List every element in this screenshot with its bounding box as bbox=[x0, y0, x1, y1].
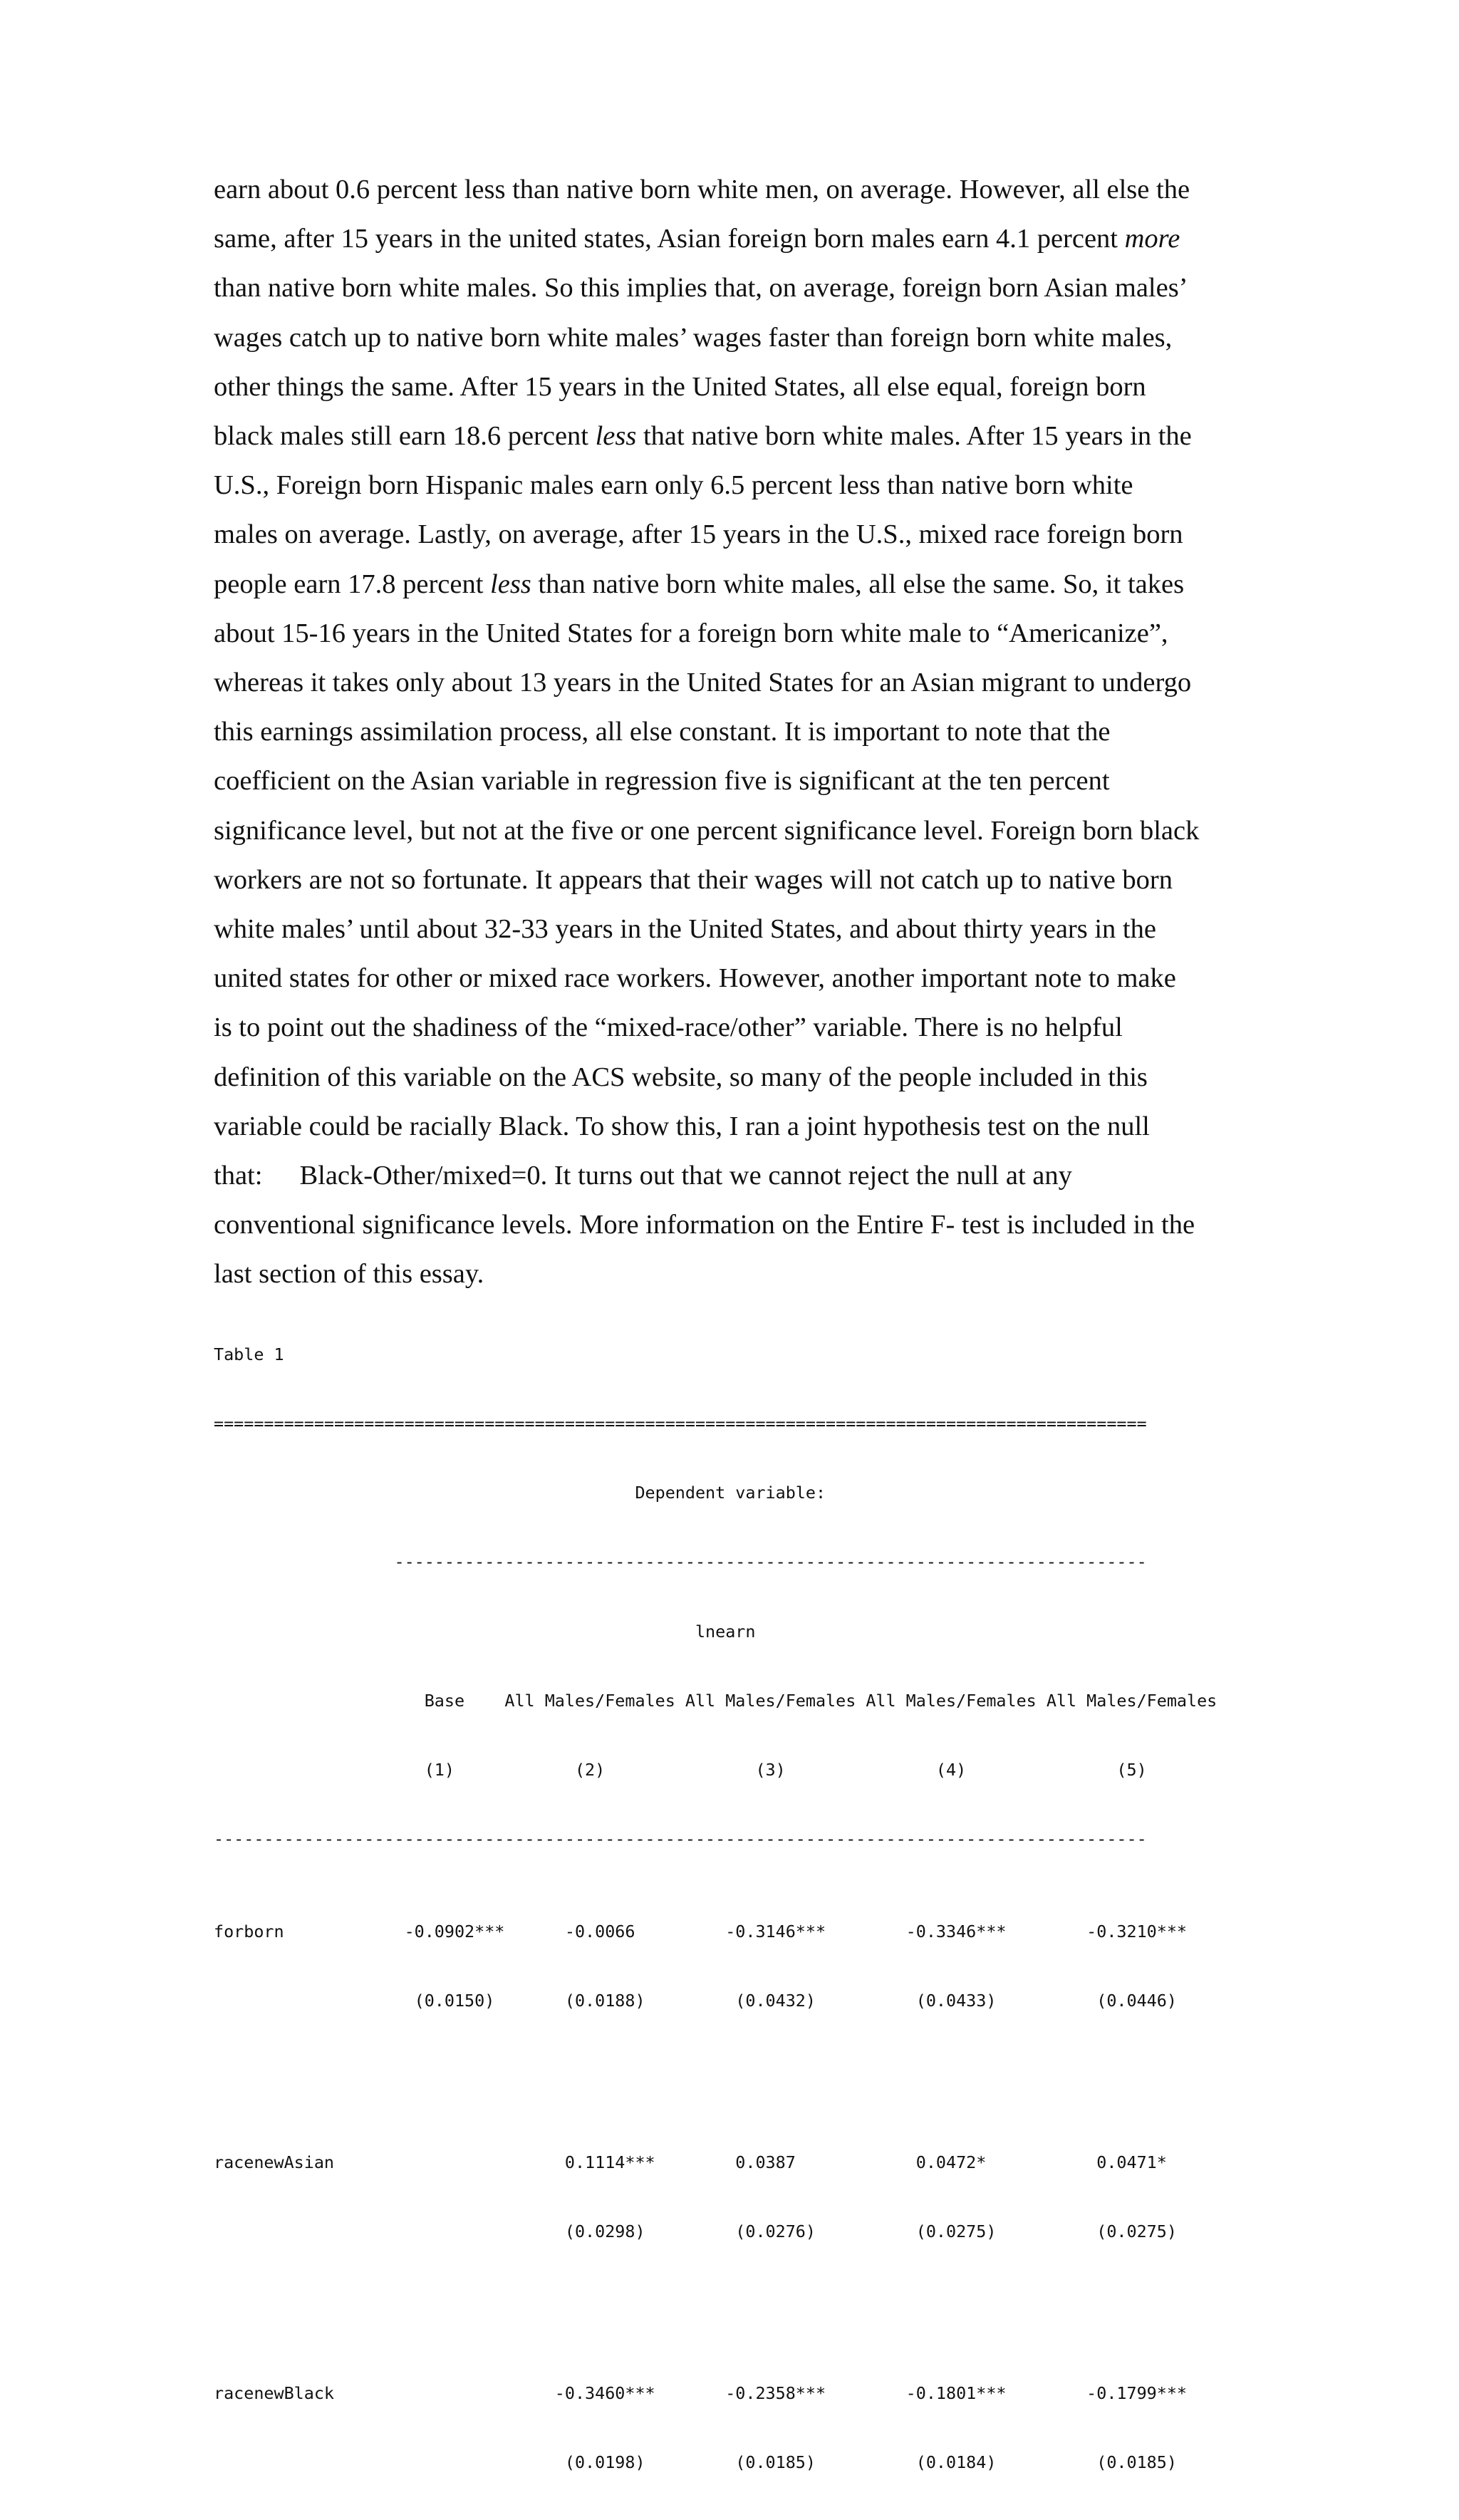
table-row-spacer bbox=[214, 2289, 1247, 2312]
text-line: workers are not so fortunate. It appears that their wages will not catch up to native born bbox=[214, 864, 1173, 895]
table-row-coefficients: racenewBlack -0.3460*** -0.2358*** -0.1801*** -0.1799*** bbox=[214, 2382, 1187, 2403]
text-line bbox=[214, 214, 1247, 264]
text-run: Black-Other/mixed=0. It turns out that we cannot reject the null at any bbox=[299, 1161, 1072, 1191]
text-line: is to point out the shadiness of the “mixed-race/other” variable. There is no helpful bbox=[214, 1012, 1123, 1043]
text-line: whereas it takes only about 13 years in the United States for an Asian migrant to undergo bbox=[214, 668, 1192, 698]
text-line: earn about 0.6 percent less than native born white men, on average. However, all else the bbox=[214, 175, 1190, 204]
text-line: this earnings assimilation process, all else constant. It is important to note that the bbox=[214, 717, 1111, 747]
table-row-coefficients: racenewAsian 0.1114*** 0.0387 0.0472* 0.0471* bbox=[214, 2152, 1167, 2172]
emphasis-text: less bbox=[595, 421, 637, 452]
dependent-variable-name: lnearn bbox=[214, 1621, 1147, 1642]
text-run: that native born white males. After 15 years in the bbox=[636, 421, 1192, 452]
table-row-spacer bbox=[214, 2058, 1247, 2081]
text-run: than native born white males, all else the same. So, it takes bbox=[531, 569, 1185, 599]
emphasis-text: less bbox=[490, 569, 531, 599]
text-line: about 15-16 years in the United States for a foreign born white male to “Americanize”, bbox=[214, 618, 1168, 648]
text-line: conventional significance levels. More information on the Entire F- test is included in the bbox=[214, 1210, 1195, 1240]
table-caption: Table 1 bbox=[214, 1344, 284, 1364]
column-numbers: (1) (2) (3) (4) (5) bbox=[214, 1760, 1147, 1780]
table-rule-single: --------------------------------------------------------------------------------------------- bbox=[214, 1829, 1147, 1850]
text-line: united states for other or mixed race workers. However, another important note to make bbox=[214, 963, 1176, 994]
table-row-standard-errors: (0.0298) (0.0276) (0.0275) (0.0275) bbox=[214, 2221, 1177, 2242]
text-line bbox=[214, 560, 1247, 609]
table-rule-double: ============================================================================================= bbox=[214, 1414, 1147, 1434]
text-line: significance level, but not at the five or one percent significance level. Foreign born black bbox=[214, 815, 1200, 846]
text-line: last section of this essay. bbox=[214, 1259, 484, 1290]
text-line: males on average. Lastly, on average, after 15 years in the U.S., mixed race foreign born bbox=[214, 519, 1183, 550]
text-line: coefficient on the Asian variable in regression five is significant at the ten percent bbox=[214, 766, 1110, 797]
body-paragraph bbox=[214, 165, 1247, 1300]
text-line: U.S., Foreign born Hispanic males earn only 6.5 percent less than native born white bbox=[214, 470, 1133, 501]
table-rule-partial: --------------------------------------------------------------------------- bbox=[214, 1552, 1147, 1572]
text-line: definition of this variable on the ACS website, so many of the people included in this bbox=[214, 1062, 1148, 1092]
text-run: people earn 17.8 percent bbox=[214, 569, 491, 599]
text-line bbox=[214, 412, 1247, 461]
text-run: black males still earn 18.6 percent bbox=[214, 421, 596, 452]
document-page bbox=[214, 165, 1247, 2473]
text-line bbox=[214, 1151, 1247, 1201]
text-line: white males’ until about 32-33 years in the United States, and about thirty years in the bbox=[214, 914, 1156, 945]
dependent-variable-label: Dependent variable: bbox=[214, 1483, 1147, 1503]
text-line: variable could be racially Black. To show this, I ran a joint hypothesis test on the null bbox=[214, 1111, 1150, 1141]
regression-table bbox=[214, 1297, 1247, 2520]
table-row-standard-errors: (0.0198) (0.0185) (0.0184) (0.0185) bbox=[214, 2452, 1177, 2473]
text-run: same, after 15 years in the united states, Asian foreign born males earn 4.1 percent bbox=[214, 224, 1125, 254]
column-headers: Base All Males/Females All Males/Females All Males/Females All Males/Females bbox=[214, 1690, 1217, 1711]
table-row-coefficients: forborn -0.0902*** -0.0066 -0.3146*** -0.3346*** -0.3210*** bbox=[214, 1921, 1187, 1941]
text-line: wages catch up to native born white males’ wages faster than foreign born white males, bbox=[214, 322, 1173, 353]
table-row-standard-errors: (0.0150) (0.0188) (0.0432) (0.0433) (0.0446) bbox=[214, 1991, 1177, 2011]
text-line: other things the same. After 15 years in the United States, all else equal, foreign born bbox=[214, 371, 1146, 402]
text-line: than native born white males. So this implies that, on average, foreign born Asian males’ bbox=[214, 273, 1188, 304]
text-run: that: bbox=[214, 1161, 263, 1191]
emphasis-text: more bbox=[1124, 224, 1180, 254]
